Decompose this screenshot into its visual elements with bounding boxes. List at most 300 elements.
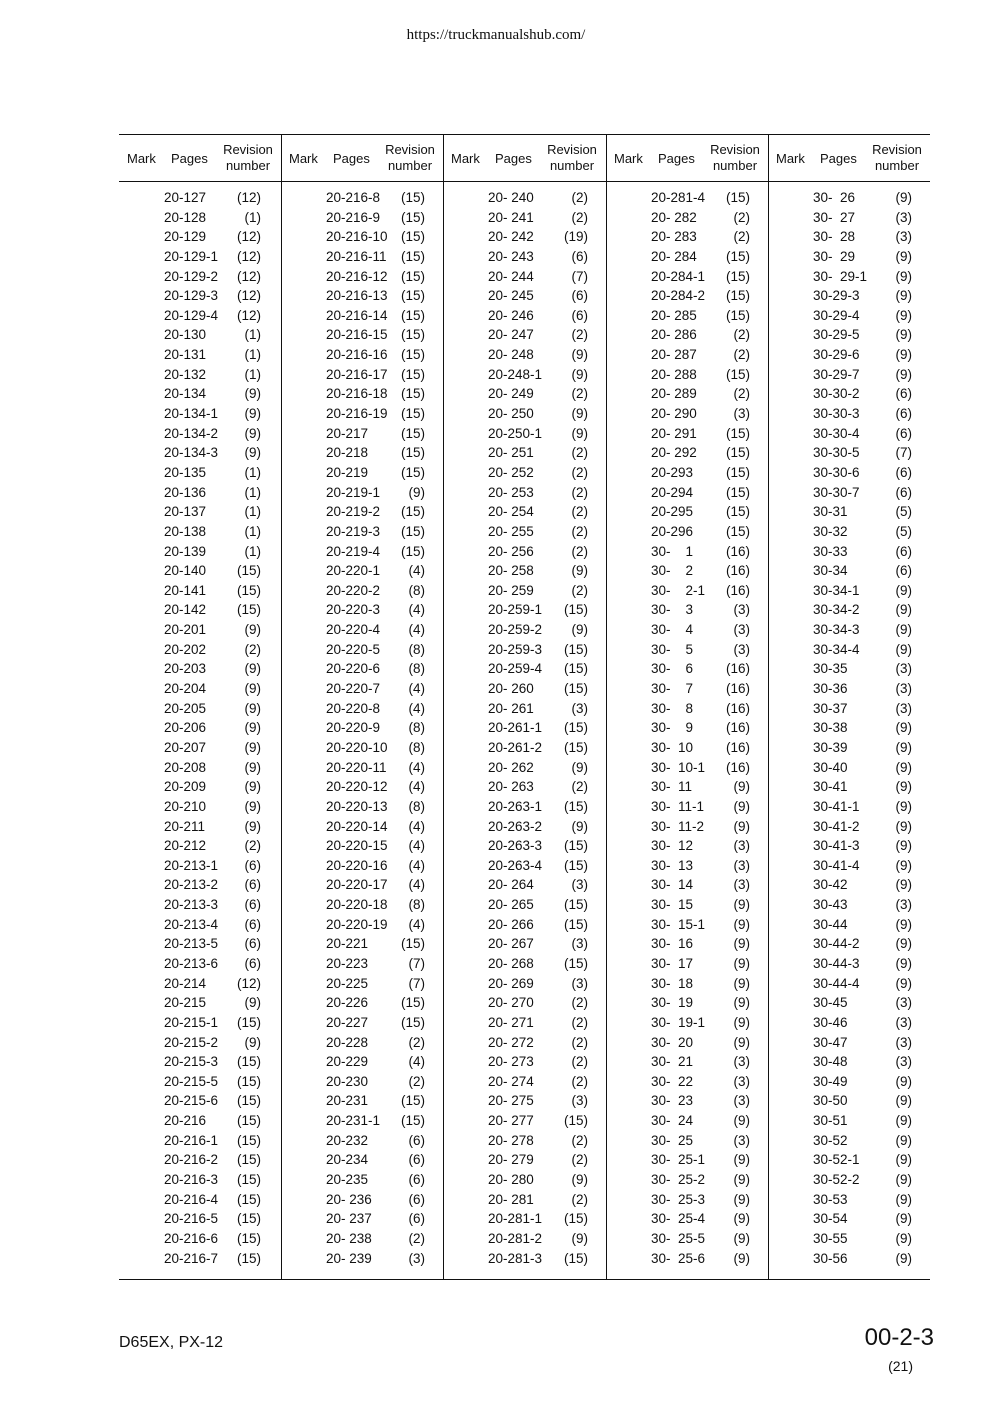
- page-id: 30- 11-2: [651, 818, 705, 834]
- table-row: [606, 464, 768, 484]
- revision-number: (9): [733, 897, 750, 913]
- page-id: 20-205: [164, 700, 207, 716]
- table-row: [443, 346, 606, 366]
- page-id: 20-281-3: [488, 1250, 543, 1266]
- page-id: 20-141: [164, 582, 207, 598]
- table-row: [606, 1250, 768, 1270]
- page-id: 20- 252: [488, 464, 534, 480]
- revision-number: (9): [733, 1211, 750, 1227]
- page-id: 20-220-12: [326, 779, 388, 795]
- page-id: 20-129-4: [164, 307, 219, 323]
- table-row: [768, 287, 930, 307]
- page-id: 20-213-6: [164, 955, 219, 971]
- table-row: [281, 680, 443, 700]
- table-row: [768, 837, 930, 857]
- table-row: [768, 385, 930, 405]
- page-id: 20- 264: [488, 877, 534, 893]
- page-id: 30-30-4: [813, 425, 860, 441]
- header-revision: [377, 142, 443, 174]
- table-row: [281, 189, 443, 209]
- revision-number: (15): [725, 504, 750, 520]
- revision-number: (15): [563, 798, 588, 814]
- page-id: 20-217: [326, 425, 369, 441]
- revision-number: (7): [571, 268, 588, 284]
- revision-number: (8): [408, 641, 425, 657]
- table-row: [606, 268, 768, 288]
- revision-number: (2): [571, 386, 588, 402]
- page-id: 20-130: [164, 327, 207, 343]
- revision-number: (1): [244, 523, 261, 539]
- header-revision-line2: number: [387, 158, 433, 173]
- table-row: [119, 700, 281, 720]
- page-id: 20-216-10: [326, 229, 388, 245]
- page-id: 20- 282: [651, 209, 697, 225]
- revision-number: (15): [563, 838, 588, 854]
- page-id: 20- 285: [651, 307, 697, 323]
- table-row: [443, 523, 606, 543]
- table-row: [768, 523, 930, 543]
- revision-number: (4): [408, 1054, 425, 1070]
- table-row: [606, 837, 768, 857]
- page-id: 20-231-1: [326, 1113, 381, 1129]
- revision-number: (4): [408, 602, 425, 618]
- revision-number: (16): [725, 739, 750, 755]
- page-id: 20-281-1: [488, 1211, 543, 1227]
- page-id: 20-209: [164, 779, 207, 795]
- revision-number: (2): [571, 1132, 588, 1148]
- page-id: 30-40: [813, 759, 848, 775]
- revision-number: (15): [725, 366, 750, 382]
- revision-number: (15): [236, 1073, 261, 1089]
- revision-number: (15): [563, 857, 588, 873]
- revision-number: (15): [400, 523, 425, 539]
- page-id: 30- 13: [651, 857, 694, 873]
- table-row: [606, 680, 768, 700]
- table-row: [606, 228, 768, 248]
- header-revision: [864, 142, 930, 174]
- table-row: [281, 1132, 443, 1152]
- table-row: [443, 778, 606, 798]
- page-id: 20-129-3: [164, 288, 219, 304]
- page-id: 20- 275: [488, 1093, 534, 1109]
- table-row: [606, 326, 768, 346]
- page-id: 20- 254: [488, 504, 534, 520]
- table-row: [606, 484, 768, 504]
- revision-number: (2): [733, 327, 750, 343]
- revision-number: (3): [733, 641, 750, 657]
- page-id: 20-216-18: [326, 386, 388, 402]
- table-row: [606, 975, 768, 995]
- table-row: [119, 857, 281, 877]
- column-rows: [119, 189, 281, 1269]
- revision-number: (6): [895, 425, 912, 441]
- revision-number: (2): [571, 1191, 588, 1207]
- page-id: 20-259-2: [488, 622, 543, 638]
- revision-number: (2): [571, 1014, 588, 1030]
- table-row: [281, 719, 443, 739]
- page-id: 30-41-3: [813, 838, 860, 854]
- table-row: [119, 523, 281, 543]
- revision-number: (2): [571, 582, 588, 598]
- table-row: [281, 818, 443, 838]
- page-id: 30- 25-4: [651, 1211, 706, 1227]
- revision-number: (9): [733, 1113, 750, 1129]
- revision-number: (1): [244, 209, 261, 225]
- machine-model: D65EX, PX-12: [119, 1334, 224, 1351]
- table-row: [768, 601, 930, 621]
- table-row: [119, 425, 281, 445]
- revision-number: (9): [244, 445, 261, 461]
- table-row: [443, 326, 606, 346]
- page-id: 20-140: [164, 563, 207, 579]
- table-row: [443, 1230, 606, 1250]
- table-row: [606, 385, 768, 405]
- revision-number: (9): [244, 739, 261, 755]
- page-id: 30- 23: [651, 1093, 694, 1109]
- revision-number: (3): [733, 857, 750, 873]
- page-id: 20-227: [326, 1014, 369, 1030]
- page-id: 30-44-2: [813, 936, 860, 952]
- page-id: 20-220-6: [326, 661, 381, 677]
- page-id: 30-29-4: [813, 307, 860, 323]
- header-url[interactable]: https://truckmanualshub.com/: [406, 27, 586, 43]
- table-row: [119, 1132, 281, 1152]
- page-id: 20-210: [164, 798, 207, 814]
- table-row: [606, 935, 768, 955]
- page-id: 30-34: [813, 563, 848, 579]
- page-id: 20-223: [326, 955, 369, 971]
- table-row: [281, 601, 443, 621]
- page-id: 20- 268: [488, 955, 534, 971]
- page-id: 20-129: [164, 229, 207, 245]
- revision-number: (9): [733, 1230, 750, 1246]
- table-row: [768, 896, 930, 916]
- page-id: 30-30-2: [813, 386, 860, 402]
- page-id: 20-215-1: [164, 1014, 219, 1030]
- revision-number: (8): [408, 897, 425, 913]
- header-revision-line2: number: [549, 158, 595, 173]
- table-row: [119, 975, 281, 995]
- revision-number: (9): [244, 720, 261, 736]
- table-row: [606, 562, 768, 582]
- page-id: 20-216-19: [326, 406, 388, 422]
- table-row: [443, 209, 606, 229]
- page-id: 30- 2: [651, 563, 694, 579]
- revision-number: (4): [408, 877, 425, 893]
- page-id: 20-218: [326, 445, 369, 461]
- page-id: 20-214: [164, 975, 207, 991]
- revision-number: (15): [563, 602, 588, 618]
- page-id: 30- 15-1: [651, 916, 706, 932]
- page-id: 20- 253: [488, 484, 534, 500]
- table-column: [606, 135, 768, 1279]
- table-row: [606, 601, 768, 621]
- header-revision-line1: Revision: [872, 142, 922, 157]
- page-id: 30- 11-1: [651, 798, 705, 814]
- revision-number: (3): [733, 838, 750, 854]
- revision-number: (3): [895, 1054, 912, 1070]
- table-row: [281, 1053, 443, 1073]
- page-id: 20- 249: [488, 386, 534, 402]
- table-row: [119, 268, 281, 288]
- table-row: [768, 307, 930, 327]
- table-row: [281, 778, 443, 798]
- table-row: [281, 503, 443, 523]
- revision-number: (9): [244, 1034, 261, 1050]
- table-row: [443, 268, 606, 288]
- page-id: 20-132: [164, 366, 207, 382]
- revision-number: (9): [244, 386, 261, 402]
- table-row: [768, 1230, 930, 1250]
- page-id: 20-213-4: [164, 916, 219, 932]
- page-id: 30-31: [813, 504, 848, 520]
- page-id: 30- 21: [651, 1054, 694, 1070]
- page-number: 00-2-3: [864, 1324, 934, 1351]
- revision-number: (1): [244, 543, 261, 559]
- table-row: [119, 582, 281, 602]
- page-id: 30-56: [813, 1250, 848, 1266]
- table-row: [768, 209, 930, 229]
- table-row: [443, 366, 606, 386]
- table-row: [119, 1014, 281, 1034]
- page-id: 20-216-14: [326, 307, 388, 323]
- revision-number: (3): [733, 1093, 750, 1109]
- page-id: 20-135: [164, 464, 207, 480]
- revision-number: (2): [571, 995, 588, 1011]
- page-id: 20-137: [164, 504, 207, 520]
- revision-number: (15): [400, 190, 425, 205]
- table-row: [606, 1210, 768, 1230]
- column-header: [606, 135, 768, 181]
- revision-number: (15): [400, 248, 425, 264]
- page-id: 20- 292: [651, 445, 697, 461]
- table-row: [768, 660, 930, 680]
- revision-number: (2): [408, 1073, 425, 1089]
- table-row: [443, 1073, 606, 1093]
- revision-number: (12): [236, 307, 261, 323]
- page-id: 20-216: [164, 1113, 207, 1129]
- table-row: [606, 857, 768, 877]
- table-row: [606, 798, 768, 818]
- page-id: 30- 19-1: [651, 1014, 706, 1030]
- page-id: 20- 256: [488, 543, 534, 559]
- page-id: 20-216-3: [164, 1172, 219, 1188]
- table-row: [443, 1210, 606, 1230]
- page-id: 20-263-2: [488, 818, 543, 834]
- table-row: [768, 484, 930, 504]
- page-id: 30-30-6: [813, 464, 860, 480]
- page-id: 30- 25-2: [651, 1172, 706, 1188]
- revision-number: (15): [236, 563, 261, 579]
- revision-number: (15): [236, 1230, 261, 1246]
- revision-number: (6): [895, 484, 912, 500]
- revision-number: (9): [895, 190, 912, 205]
- revision-number: (9): [895, 248, 912, 264]
- table-row: [281, 464, 443, 484]
- table-row: [768, 818, 930, 838]
- revision-number: (7): [408, 955, 425, 971]
- page-id: 30-29-6: [813, 347, 860, 363]
- table-row: [606, 641, 768, 661]
- table-row: [443, 1014, 606, 1034]
- page-id: 30-29-7: [813, 366, 860, 382]
- table-row: [281, 1171, 443, 1191]
- revision-number: (15): [400, 445, 425, 461]
- revision-number: (6): [895, 406, 912, 422]
- revision-number: (15): [725, 523, 750, 539]
- revision-number: (15): [563, 1113, 588, 1129]
- revision-number: (15): [400, 1014, 425, 1030]
- page-id: 20- 277: [488, 1113, 534, 1129]
- revision-number: (15): [236, 1191, 261, 1207]
- table-row: [606, 189, 768, 209]
- page-id: 30-42: [813, 877, 848, 893]
- table-row: [443, 837, 606, 857]
- revision-number: (12): [236, 229, 261, 245]
- revision-number: (3): [895, 700, 912, 716]
- revision-number: (9): [895, 602, 912, 618]
- page-id: 20- 245: [488, 288, 534, 304]
- table-row: [443, 1034, 606, 1054]
- table-row: [606, 1191, 768, 1211]
- revision-number: (9): [895, 622, 912, 638]
- header-revision-line2: number: [874, 158, 920, 173]
- table-row: [606, 1073, 768, 1093]
- table-row: [281, 876, 443, 896]
- table-row: [768, 425, 930, 445]
- table-row: [768, 366, 930, 386]
- page-id: 20-220-11: [326, 759, 387, 775]
- revision-number: (15): [725, 268, 750, 284]
- page-id: 20-220-8: [326, 700, 381, 716]
- page-id: 30-36: [813, 681, 848, 697]
- revision-number: (16): [725, 681, 750, 697]
- page-id: 30- 20: [651, 1034, 694, 1050]
- table-row: [281, 994, 443, 1014]
- revision-number: (15): [400, 209, 425, 225]
- page-id: 20-211: [164, 818, 206, 834]
- revision-number: (9): [895, 1113, 912, 1129]
- revision-number: (4): [408, 622, 425, 638]
- revision-number: (3): [895, 681, 912, 697]
- table-row: [606, 778, 768, 798]
- table-row: [281, 837, 443, 857]
- page-id: 20- 287: [651, 347, 697, 363]
- page-id: 20-228: [326, 1034, 369, 1050]
- page-id: 20-216-16: [326, 347, 388, 363]
- revision-number: (3): [895, 995, 912, 1011]
- revision-number: (15): [400, 229, 425, 245]
- revision-number: (9): [571, 818, 588, 834]
- revision-number: (9): [895, 1093, 912, 1109]
- revision-table: [119, 134, 930, 1280]
- revision-number: (9): [895, 1172, 912, 1188]
- page-id: 20-129-2: [164, 268, 219, 284]
- revision-number: (3): [895, 209, 912, 225]
- revision-number: (2): [571, 1054, 588, 1070]
- revision-number: (15): [563, 739, 588, 755]
- revision-number: (3): [733, 877, 750, 893]
- page-id: 20-215-3: [164, 1054, 219, 1070]
- page-id: 20- 284: [651, 248, 697, 264]
- table-row: [119, 1230, 281, 1250]
- revision-number: (3): [733, 622, 750, 638]
- revision-number: (9): [733, 779, 750, 795]
- table-row: [768, 1151, 930, 1171]
- page-id: 30- 25: [651, 1132, 694, 1148]
- table-row: [768, 582, 930, 602]
- column-header: [119, 135, 281, 181]
- page-id: 20- 291: [651, 425, 697, 441]
- table-row: [443, 385, 606, 405]
- revision-number: (9): [895, 720, 912, 736]
- page-id: 20-216-12: [326, 268, 388, 284]
- page-id: 20- 240: [488, 190, 534, 205]
- revision-number: (3): [733, 406, 750, 422]
- revision-number: (3): [571, 936, 588, 952]
- table-row: [443, 601, 606, 621]
- revision-number: (15): [236, 1152, 261, 1168]
- table-row: [281, 405, 443, 425]
- revision-number: (9): [895, 798, 912, 814]
- revision-number: (15): [725, 190, 750, 205]
- revision-number: (3): [571, 700, 588, 716]
- table-row: [443, 1191, 606, 1211]
- revision-number: (4): [408, 916, 425, 932]
- table-row: [443, 621, 606, 641]
- page-id: 20-216-6: [164, 1230, 219, 1246]
- page-id: 20-259-3: [488, 641, 543, 657]
- revision-number: (15): [563, 1211, 588, 1227]
- page-id: 20- 238: [326, 1230, 372, 1246]
- table-row: [443, 739, 606, 759]
- revision-number: (15): [725, 288, 750, 304]
- revision-number: (9): [733, 798, 750, 814]
- revision-number: (2): [408, 1034, 425, 1050]
- page-id: 20-134-3: [164, 445, 219, 461]
- table-row: [606, 916, 768, 936]
- revision-number: (15): [725, 307, 750, 323]
- page-id: 20- 280: [488, 1172, 534, 1188]
- table-row: [768, 562, 930, 582]
- table-row: [119, 818, 281, 838]
- page-id: 30-52-1: [813, 1152, 860, 1168]
- table-row: [443, 405, 606, 425]
- revision-number: (9): [733, 995, 750, 1011]
- table-row: [768, 719, 930, 739]
- table-row: [443, 759, 606, 779]
- page-id: 20-216-9: [326, 209, 381, 225]
- page-id: 20-215-2: [164, 1034, 219, 1050]
- revision-number: (15): [400, 504, 425, 520]
- page-id: 20-208: [164, 759, 207, 775]
- header-revision-line2: number: [225, 158, 271, 173]
- page-id: 30-33: [813, 543, 848, 559]
- revision-number: (15): [236, 1172, 261, 1188]
- table-row: [606, 209, 768, 229]
- revision-number: (3): [733, 1073, 750, 1089]
- page-id: 20-139: [164, 543, 207, 559]
- table-row: [119, 1151, 281, 1171]
- revision-number: (9): [244, 681, 261, 697]
- revision-number: (2): [733, 229, 750, 245]
- revision-number: (15): [563, 661, 588, 677]
- page-id: 20-250-1: [488, 425, 543, 441]
- table-row: [119, 778, 281, 798]
- revision-number: (9): [733, 1034, 750, 1050]
- revision-number: (9): [895, 1191, 912, 1207]
- revision-number: (9): [244, 406, 261, 422]
